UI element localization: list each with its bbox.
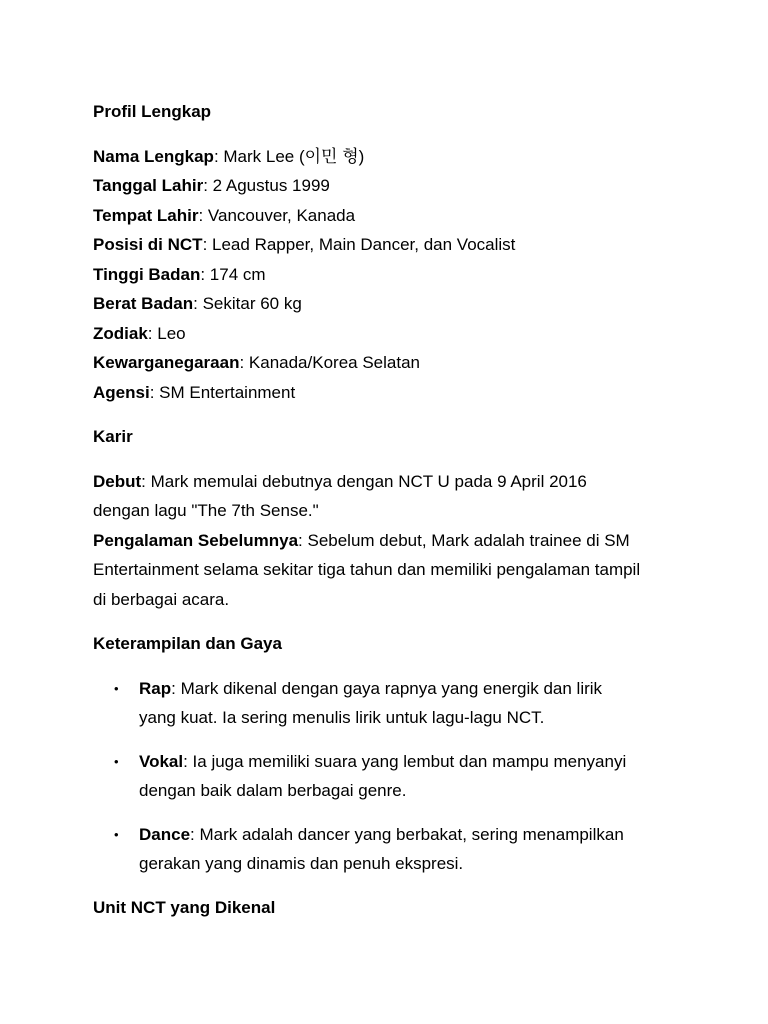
skill-label: Dance — [139, 824, 191, 844]
skill-line — [139, 674, 683, 704]
profile-field — [93, 142, 683, 172]
field-value: : 2 Agustus 1999 — [203, 176, 330, 195]
profile-field — [93, 289, 683, 319]
prior-label: Pengalaman Sebelumnya — [93, 530, 299, 550]
list-item — [93, 747, 683, 806]
skill-text: : Mark dikenal dengan gaya rapnya yang energik dan lirik — [171, 678, 603, 698]
bullet-icon: • — [114, 680, 119, 696]
skill-line-cont: gerakan yang dinamis dan penuh ekspresi. — [139, 854, 464, 873]
field-value: : Sekitar 60 kg — [193, 294, 302, 313]
profile-fields — [93, 142, 683, 408]
profile-field — [93, 201, 683, 231]
field-label: Nama Lengkap — [93, 146, 214, 166]
profile-heading: Profil Lengkap — [93, 102, 212, 121]
skill-text: : Mark adalah dancer yang berbakat, sering menampilkan — [190, 824, 624, 844]
career-prior-cont: di berbagai acara. — [93, 589, 230, 609]
field-value: : Vancouver, Kanada — [198, 205, 356, 225]
document-page — [93, 97, 683, 922]
bullet-icon: • — [114, 826, 119, 842]
field-label: Zodiak — [93, 323, 148, 343]
list-item — [93, 674, 683, 733]
profile-field — [93, 230, 683, 260]
list-item — [93, 820, 683, 879]
profile-field — [93, 348, 683, 378]
units-heading: Unit NCT yang Dikenal — [93, 897, 276, 917]
field-value: : Leo — [147, 323, 186, 343]
field-label: Tinggi Badan — [93, 264, 201, 284]
debut-label: Debut — [93, 471, 142, 491]
field-label: Posisi di NCT — [93, 235, 203, 254]
debut-text: : Mark memulai debutnya dengan NCT U pada 9 April 2016 — [141, 471, 587, 491]
skill-line — [139, 820, 683, 850]
profile-field — [93, 260, 683, 290]
field-value: : Lead Rapper, Main Dancer, dan Vocalist — [202, 235, 516, 254]
profile-field — [93, 378, 683, 408]
skills-list — [93, 674, 683, 879]
career-debut — [93, 467, 683, 497]
field-label: Berat Badan — [93, 294, 194, 313]
career-debut-cont: dengan lagu "The 7th Sense." — [93, 501, 319, 520]
profile-field — [93, 171, 683, 201]
profile-field — [93, 319, 683, 349]
skill-line-cont: yang kuat. Ia sering menulis lirik untuk lagu-lagu NCT. — [139, 708, 545, 727]
field-value: : SM Entertainment — [149, 382, 296, 402]
field-value: : 174 cm — [200, 264, 266, 284]
career-prior — [93, 526, 683, 556]
bullet-icon: • — [114, 753, 119, 769]
field-value: : Kanada/Korea Selatan — [239, 353, 420, 372]
prior-text: : Sebelum debut, Mark adalah trainee di SM — [298, 530, 630, 550]
skill-label: Rap — [139, 678, 172, 698]
skill-line-cont: dengan baik dalam berbagai genre. — [139, 781, 407, 800]
field-label: Agensi — [93, 382, 150, 402]
skill-label: Vokal — [139, 751, 184, 771]
skill-text: : Ia juga memiliki suara yang lembut dan mampu menyanyi — [183, 751, 627, 771]
career-section — [93, 467, 683, 615]
career-heading: Karir — [93, 427, 133, 446]
field-value: : Mark Lee (이민 형) — [213, 146, 365, 166]
skill-line — [139, 747, 683, 777]
skills-heading: Keterampilan dan Gaya — [93, 634, 282, 653]
field-label: Kewarganegaraan — [93, 353, 240, 372]
field-label: Tanggal Lahir — [93, 176, 204, 195]
career-prior-cont: Entertainment selama sekitar tiga tahun dan memiliki pengalaman tampil — [93, 560, 641, 579]
field-label: Tempat Lahir — [93, 205, 199, 225]
